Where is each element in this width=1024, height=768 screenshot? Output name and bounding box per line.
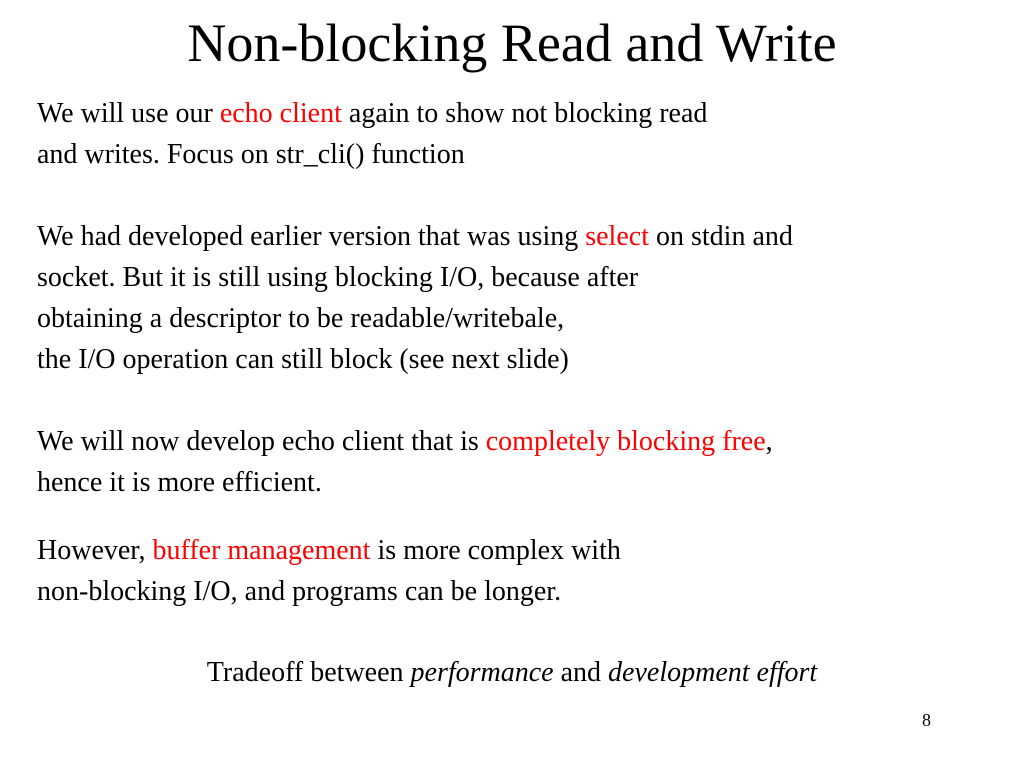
text-span: is more complex with bbox=[370, 535, 621, 566]
paragraph-line bbox=[37, 421, 773, 462]
paragraph-blocking-free bbox=[37, 421, 773, 503]
text-span: We will now develop echo client that is bbox=[37, 426, 486, 457]
highlight-select: select bbox=[585, 221, 649, 252]
paragraph-select-version bbox=[37, 216, 793, 380]
text-span: We had developed earlier version that was using bbox=[37, 221, 586, 252]
paragraph-line: non-blocking I/O, and programs can be longer. bbox=[37, 576, 562, 607]
highlight-echo-client: echo client bbox=[219, 98, 342, 129]
paragraph-line bbox=[37, 93, 707, 134]
paragraph-echo-client bbox=[37, 93, 707, 175]
paragraph-line: obtaining a descriptor to be readable/writebale, bbox=[37, 303, 565, 334]
text-span: We will use our bbox=[37, 98, 220, 129]
paragraph-buffer-management bbox=[37, 530, 621, 612]
paragraph-line bbox=[37, 530, 621, 571]
slide-title: Non-blocking Read and Write bbox=[187, 13, 837, 73]
page-number: 8 bbox=[922, 710, 931, 730]
paragraph-line: hence it is more efficient. bbox=[37, 467, 322, 498]
tradeoff-statement bbox=[0, 652, 1024, 693]
paragraph-line: socket. But it is still using blocking I/O, because after bbox=[37, 262, 639, 293]
text-span: , bbox=[765, 426, 773, 457]
emphasis-performance: performance bbox=[410, 657, 554, 688]
text-span: and bbox=[553, 657, 609, 688]
highlight-blocking-free: completely blocking free bbox=[485, 426, 766, 457]
highlight-buffer-management: buffer management bbox=[152, 535, 371, 566]
emphasis-development-effort: development effort bbox=[608, 657, 818, 688]
paragraph-line: and writes. Focus on str_cli() function bbox=[37, 139, 465, 170]
paragraph-line: the I/O operation can still block (see next slide) bbox=[37, 344, 569, 375]
text-span: on stdin and bbox=[648, 221, 793, 252]
text-span: again to show not blocking read bbox=[341, 98, 708, 129]
text-span: Tradeoff between bbox=[206, 657, 411, 688]
text-span: However, bbox=[37, 535, 153, 566]
paragraph-line bbox=[37, 216, 793, 257]
